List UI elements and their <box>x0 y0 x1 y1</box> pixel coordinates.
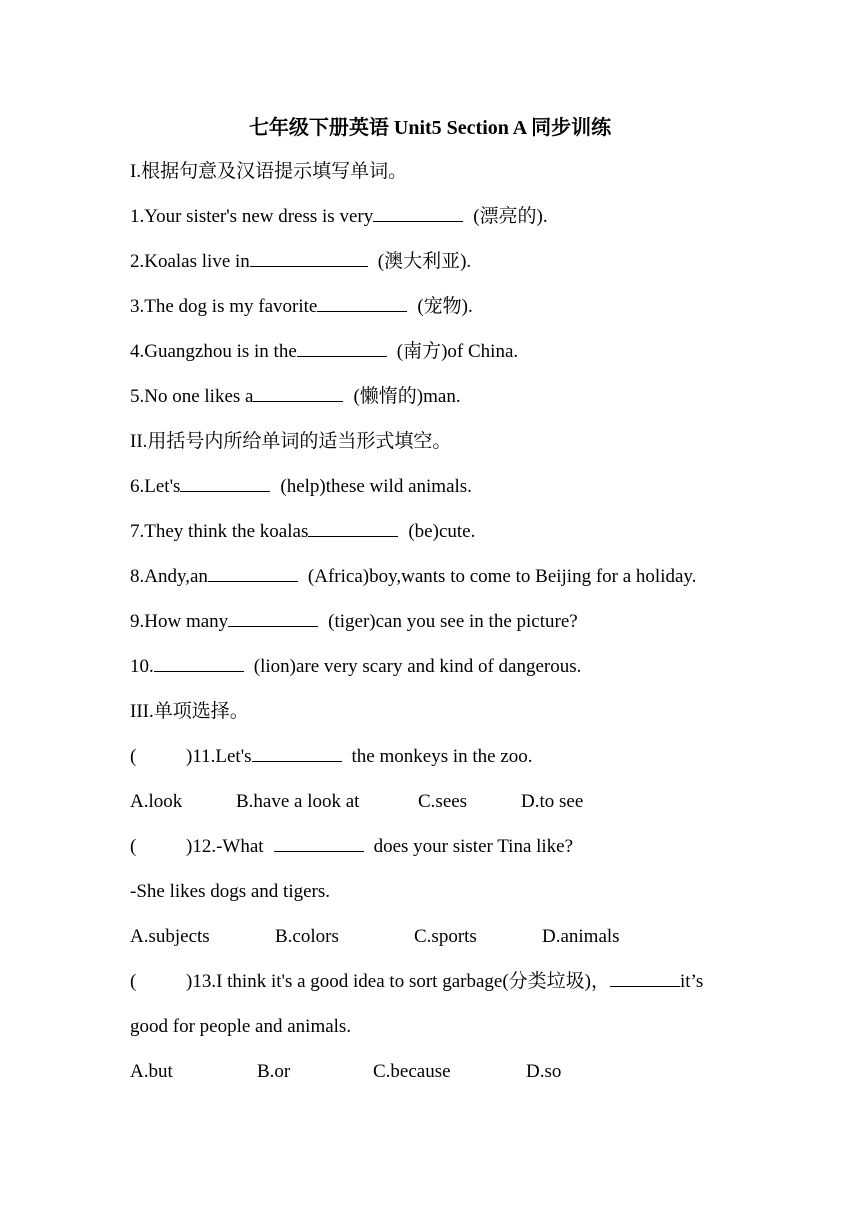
answer-blank[interactable] <box>253 383 343 402</box>
question-9 <box>130 608 578 636</box>
question-10-hint: (lion)are very scary and kind of dangerous. <box>253 656 582 677</box>
option-d: D.animals <box>542 926 620 947</box>
question-8-hint: (Africa)boy,wants to come to Beijing for a holiday. <box>307 566 697 587</box>
answer-blank[interactable] <box>308 518 398 537</box>
question-7-hint: (be)cute. <box>408 521 476 542</box>
option-a: A.but <box>130 1061 173 1082</box>
question-4 <box>130 338 518 366</box>
question-7-text: 7.They think the koalas <box>130 521 309 542</box>
question-10 <box>130 653 581 681</box>
option-c: C.sports <box>414 926 477 947</box>
question-2-hint: (澳大利亚). <box>377 251 472 272</box>
answer-blank[interactable] <box>610 968 680 987</box>
option-b: B.or <box>257 1061 291 1082</box>
question-6 <box>130 473 472 501</box>
question-6-hint: (help)these wild animals. <box>280 476 472 497</box>
question-11 <box>130 743 533 771</box>
question-13-continuation: good for people and animals. <box>130 1016 352 1037</box>
question-2 <box>130 248 471 276</box>
answer-blank[interactable] <box>373 203 463 222</box>
question-3-hint: (宠物). <box>417 296 473 317</box>
question-13-text: )13.I think it's a good idea to sort garbage(分类垃圾)， <box>186 971 610 992</box>
question-2-text: 2.Koalas live in <box>130 251 250 272</box>
question-12 <box>130 833 573 861</box>
answer-blank[interactable] <box>297 338 387 357</box>
question-1-hint: (漂亮的). <box>473 206 548 227</box>
page-title: 七年级下册英语 Unit5 Section A 同步训练 <box>248 117 612 139</box>
question-12-reply: -She likes dogs and tigers. <box>130 881 331 902</box>
option-b: B.have a look at <box>236 791 360 812</box>
question-13-tail: it’s <box>679 971 704 992</box>
question-5 <box>130 383 461 411</box>
answer-blank[interactable] <box>252 743 342 762</box>
answer-blank[interactable] <box>250 248 368 267</box>
answer-blank[interactable] <box>317 293 407 312</box>
question-1-text: 1.Your sister's new dress is very <box>130 206 374 227</box>
question-6-text: 6.Let's <box>130 476 181 497</box>
question-5-text: 5.No one likes a <box>130 386 254 407</box>
question-11-text: )11.Let's <box>186 746 252 767</box>
question-3 <box>130 293 473 321</box>
question-12-text: )12.-What <box>186 836 264 857</box>
question-1 <box>130 203 548 231</box>
answer-blank[interactable] <box>228 608 318 627</box>
option-c: C.because <box>373 1061 451 1082</box>
answer-paren[interactable]: ( <box>130 971 137 992</box>
answer-blank[interactable] <box>274 833 364 852</box>
answer-blank[interactable] <box>208 563 298 582</box>
option-a: A.subjects <box>130 926 210 947</box>
question-5-hint: (懒惰的)man. <box>353 386 461 407</box>
question-9-text: 9.How many <box>130 611 229 632</box>
question-12-tail: does your sister Tina like? <box>373 836 574 857</box>
section-2-heading: II.用括号内所给单词的适当形式填空。 <box>130 431 452 452</box>
answer-paren[interactable]: ( <box>130 746 137 767</box>
option-c: C.sees <box>418 791 468 812</box>
answer-paren[interactable]: ( <box>130 836 137 857</box>
question-10-text: 10. <box>130 656 154 677</box>
question-8 <box>130 563 696 591</box>
question-4-hint: (南方)of China. <box>396 341 519 362</box>
answer-blank[interactable] <box>154 653 244 672</box>
section-1-heading: I.根据句意及汉语提示填写单词。 <box>130 161 408 182</box>
question-4-text: 4.Guangzhou is in the <box>130 341 297 362</box>
question-13 <box>130 968 703 996</box>
section-3-heading: III.单项选择。 <box>130 701 249 722</box>
option-a: A.look <box>130 791 183 812</box>
question-7 <box>130 518 475 546</box>
option-d: D.to see <box>521 791 584 812</box>
question-3-text: 3.The dog is my favorite <box>130 296 318 317</box>
question-11-tail: the monkeys in the zoo. <box>351 746 533 767</box>
answer-blank[interactable] <box>180 473 270 492</box>
question-9-hint: (tiger)can you see in the picture? <box>328 611 578 632</box>
question-8-text: 8.Andy,an <box>130 566 208 587</box>
option-d: D.so <box>526 1061 562 1082</box>
option-b: B.colors <box>275 926 339 947</box>
